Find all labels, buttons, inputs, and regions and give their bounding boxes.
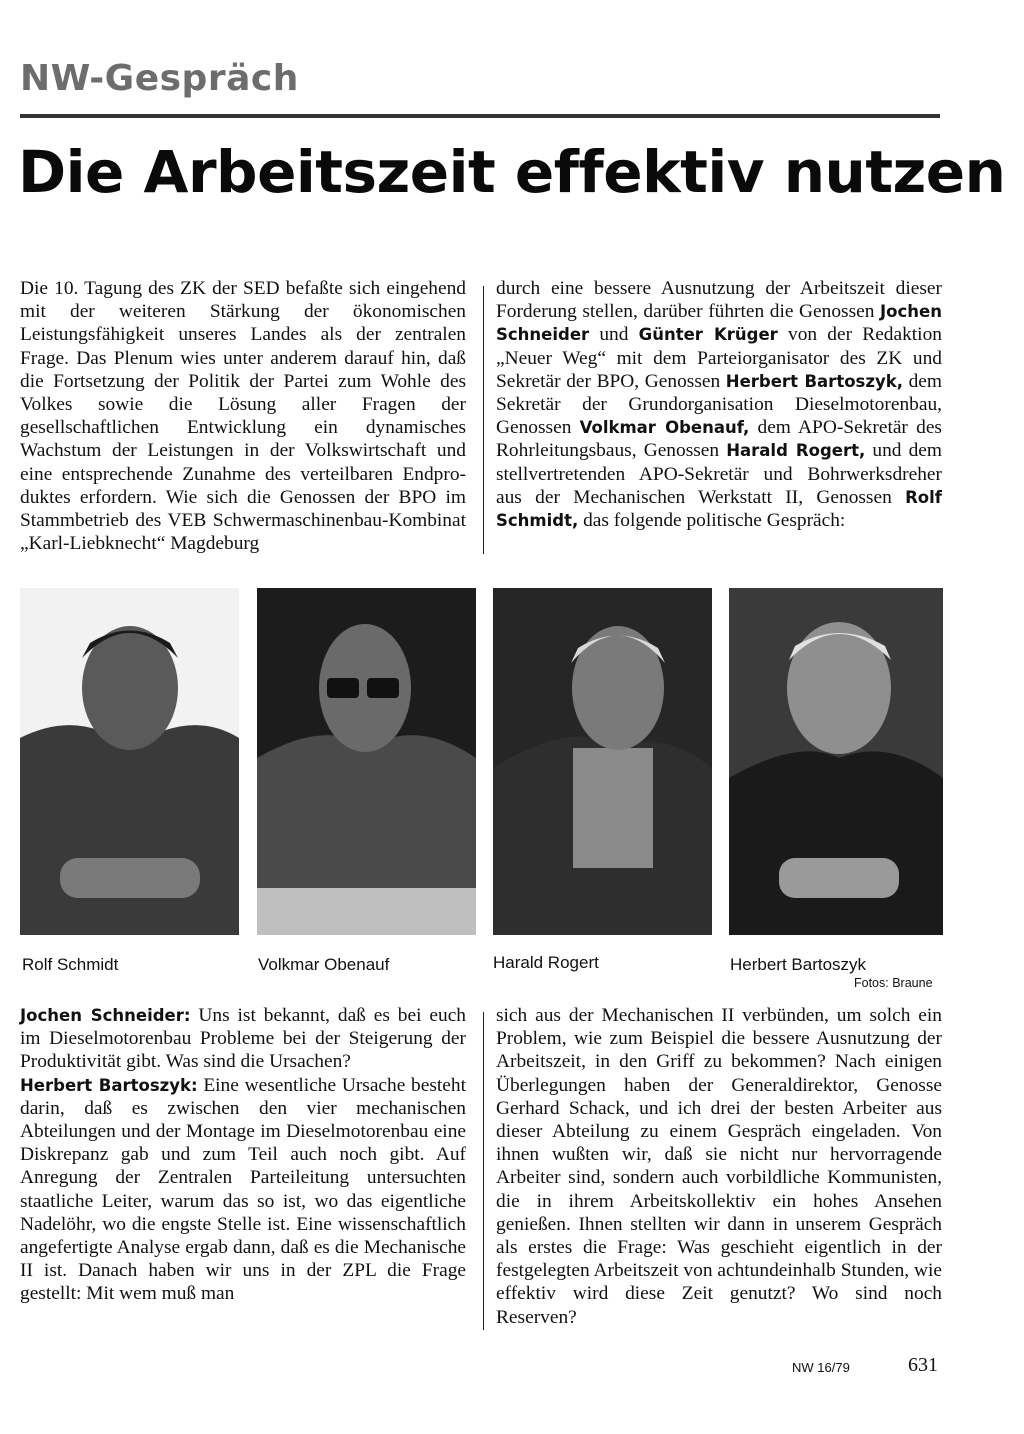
photo-credit: Fotos: Braune — [854, 976, 933, 990]
issue-number: NW 16/79 — [792, 1360, 850, 1375]
portrait-photo-rolf-schmidt — [20, 588, 239, 935]
name-rolf-schmidt: Rolf Schmidt, — [496, 487, 942, 531]
intro-left-text: Die 10. Tagung des ZK der SED befaßte sich eingehend mit der weiteren Stärkung der ökonomischen Leistungsfähigkeit unseres Landes als der zentralen Frage. Das Plenum wies unter anderem darauf hin, daß die Fortsetzung der Politik der Partei zum Wohle des Volkes sowie die Lösung aller Fragen der gesellschaftlichen Entwicklung ein dynamisches Wachstum der Leistungen in der Volkswirtschaft und eine entsprechende Zunahme des verteilbaren Endproduktes erfordern. Wie sich die Genossen der BPO im Stammbetrieb des VEB Schwermaschinenbau-Kombinat „Karl-Liebknecht“ Magdeburg — [20, 278, 466, 555]
intro-right-text-5: dem APO-Sekretär des Rohrleitungsbaus, Genossen — [496, 417, 942, 462]
intro-right-text-3: von der Redaktion „Neuer Weg“ mit dem Parteiorganisator des ZK und Sekretär der BPO, Genossen — [496, 324, 942, 392]
column-divider-top — [483, 286, 484, 554]
portrait-illustration — [729, 588, 943, 935]
dialogue-text-2: Eine wesentliche Ursache besteht darin, daß es zwischen den vier mechanischen Abteilungen und der Montage im Dieselmotorenbau eine Diskrepanz gab und zum Teil auch noch gibt. Auf Anregung der Zentralen Parteileitung untersuchten staatliche Leiter, warum das so ist, wo das eigentliche Nadelöhr, wo die engste Stelle ist. Eine wissenschaftlich angefertigte Analyse ergab dann, daß es die Mechanische II ist. Danach haben wir uns in der ZPL die Frage gestellt: Mit wem muß man — [20, 1074, 466, 1305]
header-rule — [20, 114, 940, 118]
page-number: 631 — [908, 1354, 938, 1376]
caption-rolf-schmidt: Rolf Schmidt — [22, 955, 119, 974]
portrait-photo-herbert-bartoszyk — [729, 588, 943, 935]
name-volkmar-obenauf: Volkmar Obenauf, — [579, 418, 750, 438]
article-headline: Die Arbeitszeit effektiv nutzen — [18, 138, 1006, 206]
dialogue-right-column — [496, 1004, 942, 1329]
portrait-illustration — [257, 588, 476, 935]
intro-right-text-6: und dem stellvertretenden APO-Sekretär und Bohrwerksdreher aus der Mechanischen Werkstatt II, Genossen — [496, 440, 942, 508]
intro-right-text-1: durch eine bessere Ausnutzung der Arbeitszeit dieser Forderung stellen, darüber führten die Genossen — [496, 278, 942, 323]
portrait-illustration — [493, 588, 712, 935]
name-guenter-krueger: Günter Krüger — [638, 325, 778, 345]
speaker-herbert-bartoszyk: Herbert Bartoszyk: — [20, 1075, 198, 1095]
column-divider-bottom — [483, 1012, 484, 1330]
intro-left-column — [20, 277, 466, 555]
portrait-illustration — [20, 588, 239, 935]
dialogue-text-1: Uns ist bekannt, daß es bei euch im Dieselmotorenbau Probleme bei der Steigerung der Produktivität gibt. Was sind die Ursachen? — [20, 1005, 466, 1073]
intro-right-text-4: dem Sekretär der Grundorganisation Dieselmotorenbau, Genossen — [496, 370, 942, 439]
portrait-photo-volkmar-obenauf — [257, 588, 476, 935]
intro-right-text-2: und — [599, 324, 629, 346]
dialogue-left-column — [20, 1004, 466, 1306]
caption-volkmar-obenauf: Volkmar Obenauf — [258, 955, 390, 974]
portrait-photo-harald-rogert — [493, 588, 712, 935]
caption-herbert-bartoszyk: Herbert Bartoszyk — [730, 955, 867, 974]
intro-right-column — [496, 277, 942, 532]
section-kicker: NW-Gespräch — [20, 58, 299, 99]
name-harald-rogert: Harald Rogert, — [726, 441, 866, 461]
name-jochen-schneider: Jochen Schneider — [496, 302, 942, 345]
dialogue-text-3: sich aus der Mechanischen II verbünden, um solch ein Problem, wie zum Beispiel die bessere Ausnutzung der Arbeitszeit, in den Griff zu bekommen? Nach einigen Überlegungen haben der Generaldirektor, Genosse Gerhard Schack, und ich drei der besten Arbeiter aus dieser Abteilung zu einem Gespräch eingeladen. Von ihnen wußten wir, daß sie nicht nur hervorragende Arbeiter sind, sondern auch vorbildliche Kommunisten, die in ihrem Arbeitskollektiv ein hohes Ansehen genießen. Ihnen stellten wir dann in unserem Gespräch als erstes die Frage: Was geschieht eigentlich in der festgelegten Arbeitszeit von achtundeinhalb Stunden, wie effektiv wird diese Zeit genutzt? Wo sind noch Reserven? — [496, 1005, 942, 1328]
speaker-jochen-schneider: Jochen Schneider: — [20, 1006, 191, 1025]
caption-harald-rogert: Harald Rogert — [493, 953, 599, 972]
name-herbert-bartoszyk: Herbert Bartoszyk, — [725, 371, 903, 391]
intro-right-text-7: das folgende politische Gespräch: — [583, 510, 846, 532]
